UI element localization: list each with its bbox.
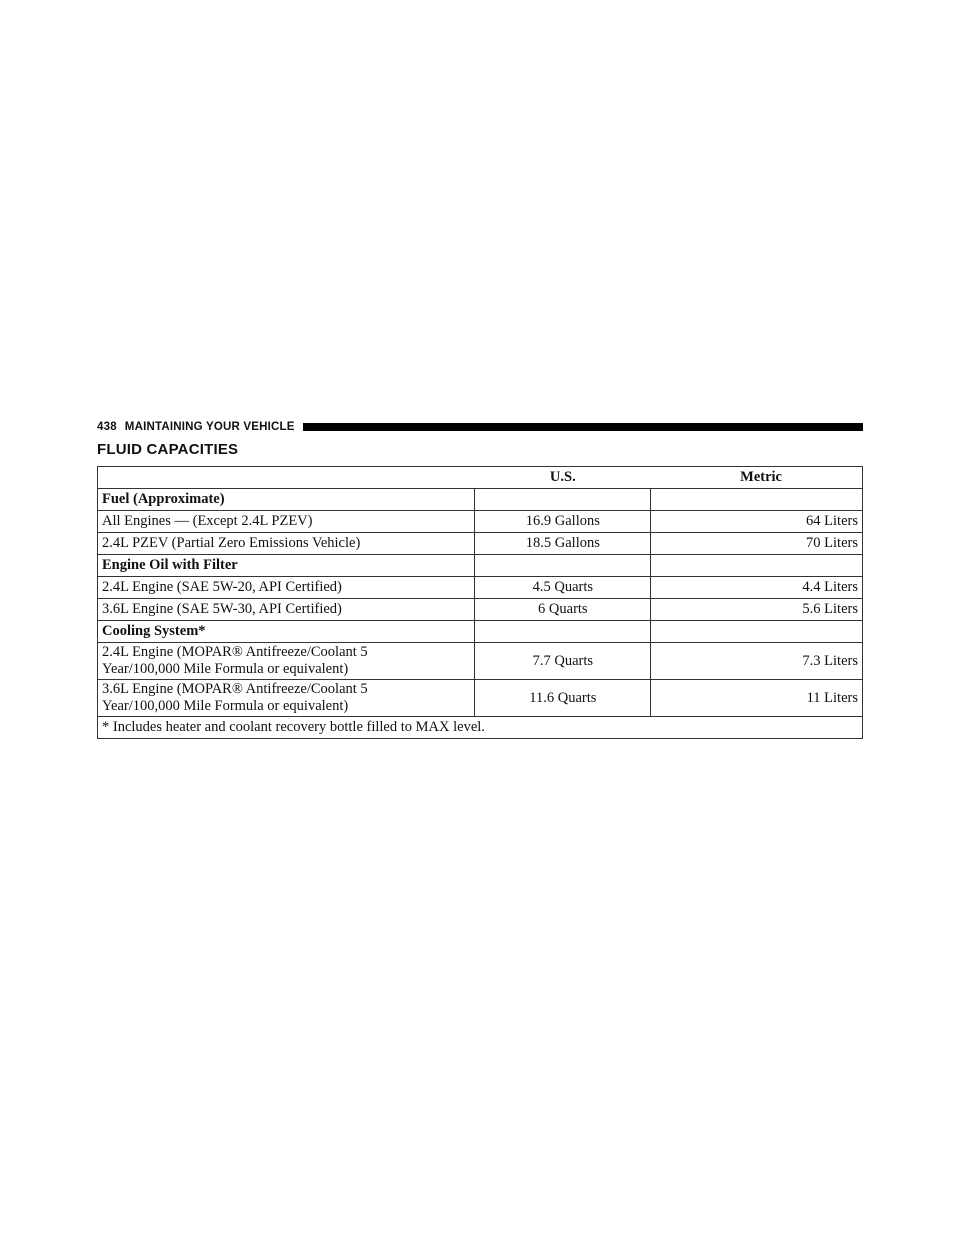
metric-value <box>651 555 863 577</box>
footnote-row <box>98 717 863 739</box>
item-label-line-2: Year/100,000 Mile Formula or equivalent) <box>102 698 349 714</box>
page-number: 438 <box>97 421 117 433</box>
category-label: Engine Oil with Filter <box>98 555 475 577</box>
section-title: FLUID CAPACITIES <box>97 441 239 458</box>
metric-value: 70 Liters <box>651 533 863 555</box>
table-row <box>98 643 863 680</box>
us-value: 18.5 Gallons <box>475 533 651 555</box>
header-item <box>98 467 475 489</box>
metric-value: 11 Liters <box>651 680 863 717</box>
metric-value <box>651 489 863 511</box>
table-row <box>98 555 863 577</box>
us-value: 6 Quarts <box>475 599 651 621</box>
page-header <box>97 418 863 436</box>
table-row <box>98 680 863 717</box>
table-row <box>98 511 863 533</box>
header-rule <box>303 423 863 431</box>
item-label <box>98 680 475 717</box>
section-name: MAINTAINING YOUR VEHICLE <box>124 421 295 433</box>
table-row <box>98 599 863 621</box>
metric-value: 5.6 Liters <box>651 599 863 621</box>
metric-value: 64 Liters <box>651 511 863 533</box>
table-row <box>98 533 863 555</box>
category-label: Cooling System* <box>98 621 475 643</box>
header-us: U.S. <box>475 467 651 489</box>
us-value <box>475 555 651 577</box>
metric-value <box>651 621 863 643</box>
item-label-line-2: Year/100,000 Mile Formula or equivalent) <box>102 661 349 677</box>
us-value: 11.6 Quarts <box>475 680 651 717</box>
us-value: 4.5 Quarts <box>475 577 651 599</box>
us-value <box>475 621 651 643</box>
metric-value: 4.4 Liters <box>651 577 863 599</box>
item-label: 3.6L Engine (SAE 5W-30, API Certified) <box>98 599 475 621</box>
item-label-line-1: 3.6L Engine (MOPAR® Antifreeze/Coolant 5 <box>102 681 368 697</box>
footnote: * Includes heater and coolant recovery bottle filled to MAX level. <box>98 717 863 739</box>
us-value <box>475 489 651 511</box>
item-label: 2.4L PZEV (Partial Zero Emissions Vehicle) <box>98 533 475 555</box>
table-row <box>98 621 863 643</box>
header-metric: Metric <box>651 467 863 489</box>
us-value: 16.9 Gallons <box>475 511 651 533</box>
category-label: Fuel (Approximate) <box>98 489 475 511</box>
fluid-capacities-table <box>97 466 863 739</box>
table-header-row <box>98 467 863 489</box>
item-label: 2.4L Engine (SAE 5W-20, API Certified) <box>98 577 475 599</box>
table-row <box>98 489 863 511</box>
metric-value: 7.3 Liters <box>651 643 863 680</box>
table-row <box>98 577 863 599</box>
item-label <box>98 643 475 680</box>
us-value: 7.7 Quarts <box>475 643 651 680</box>
item-label-line-1: 2.4L Engine (MOPAR® Antifreeze/Coolant 5 <box>102 644 368 660</box>
item-label: All Engines — (Except 2.4L PZEV) <box>98 511 475 533</box>
